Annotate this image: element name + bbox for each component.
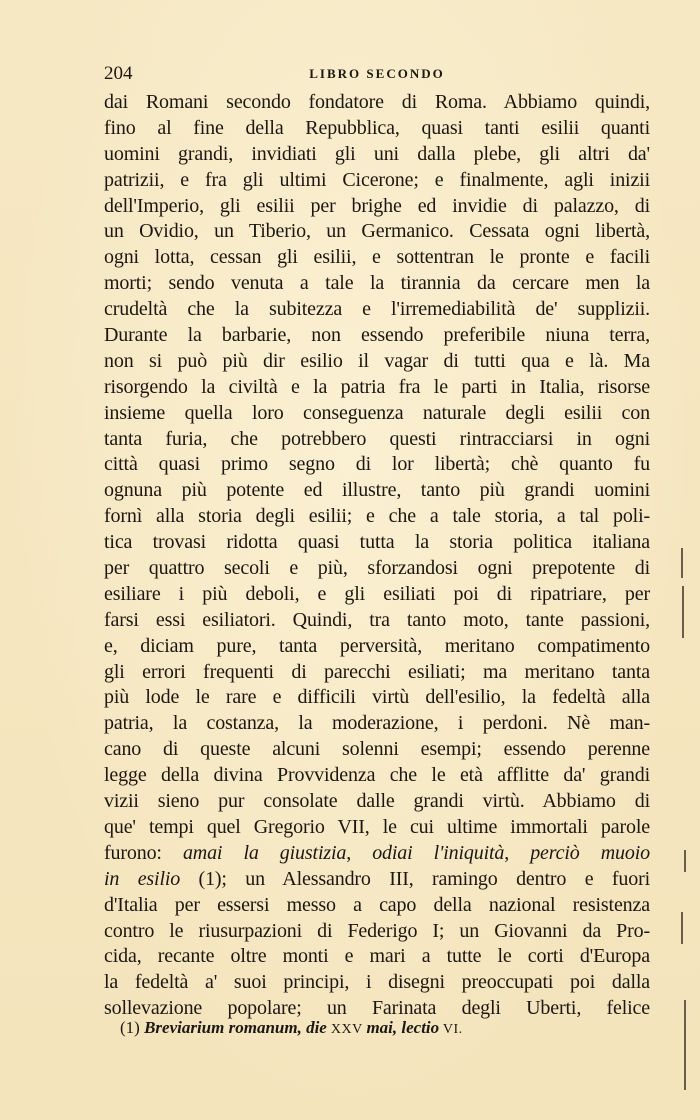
text-line: per quattro secoli e più, sforzandosi ogni prepotente di (104, 557, 650, 580)
page-header (104, 60, 650, 88)
text-line: la fedeltà a' suoi principi, i disegni preoccupati poi dalla (104, 971, 650, 994)
footnote-lesson-numeral: VI. (439, 1022, 463, 1037)
italic-quote: odiai l'iniquità (372, 841, 505, 864)
text-line: sollevazione popolare; un Farinata degli Uberti, felice (104, 997, 650, 1020)
text-line: legge della divina Provvidenza che le età afflitte da' grandi (104, 764, 650, 787)
footnote-day-numeral: XXV (326, 1022, 367, 1037)
text-line: fornì alla storia degli esilii; e che a tale storia, a tal poli- (104, 505, 650, 528)
text-line: ognuna più potente ed illustre, tanto più grandi uomini (104, 479, 650, 502)
text-line: insieme quella loro conseguenza naturale degli esilii con (104, 401, 650, 424)
text-run-with-footnote-ref: (1); un Alessandro III, ramingo dentro e fuori (180, 867, 650, 890)
main-text (104, 90, 650, 1022)
footnote-source-title: Breviarium romanum, die (144, 1018, 327, 1037)
italic-quote: in esilio (104, 867, 181, 890)
text-line: e, diciam pure, tanta perversità, meritano compatimento (104, 634, 650, 657)
text-line: dell'Imperio, gli esilii per brighe ed invidie di palazzo, di (104, 194, 650, 217)
text-run: , (346, 841, 373, 864)
text-run: furono: (104, 841, 183, 864)
running-title: LIBRO SECONDO (309, 66, 445, 81)
page-number: 204 (104, 63, 133, 84)
text-line: esiliare i più deboli, e gli esiliati poi di ripatriare, per (104, 582, 650, 605)
text-line: più lode le rare e difficili virtù dell'esilio, la fedeltà alla (104, 686, 650, 709)
italic-quote: amai la giustizia (182, 841, 347, 864)
text-line: que' tempi quel Gregorio VII, le cui ultime immortali parole (104, 815, 650, 838)
text-line: uomini grandi, invidiati gli uni dalla plebe, gli altri da' (104, 142, 650, 165)
text-line: gli errori frequenti di parecchi esiliati; ma meritano tanta (104, 660, 650, 683)
scan-edge-mark (684, 1000, 686, 1090)
text-line: contro le riusurpazioni di Federigo I; un Giovanni da Pro- (104, 919, 650, 942)
text-line: cida, recante oltre monti e mari a tutte le corti d'Europa (104, 945, 650, 968)
text-line: non si può più dir esilio il vagar di tutti qua e là. Ma (104, 349, 650, 372)
scan-edge-mark (681, 548, 683, 578)
italic-quote: perciò muoio (530, 841, 650, 864)
text-line-quote (104, 841, 650, 867)
text-line: dai Romani secondo fondatore di Roma. Abbiamo quindi, (104, 91, 650, 113)
text-line: crudeltà che la subitezza e l'irremediabilità de' supplizii. (104, 298, 650, 321)
scan-edge-mark (681, 912, 683, 944)
text-line: d'Italia per essersi messo a capo della nazional resistenza (104, 893, 650, 916)
text-line: tanta furia, che potrebbero questi rintracciarsi in ogni (104, 427, 650, 450)
footnote-month: mai, lectio (366, 1018, 440, 1037)
text-line: risorgendo la civiltà e la patria fra le parti in Italia, risorse (104, 375, 650, 398)
text-line: patria, la costanza, la moderazione, i perdoni. Nè man- (104, 712, 650, 735)
text-line: farsi essi esiliatori. Quindi, tra tanto moto, tante passioni, (104, 608, 650, 631)
text-run: , (504, 841, 531, 864)
scan-edge-mark (682, 586, 684, 638)
text-line: tica trovasi ridotta quasi tutta la storia politica italiana (104, 531, 650, 554)
text-line: patrizii, e fra gli ultimi Cicerone; e finalmente, agli inizii (104, 168, 650, 191)
text-line: fino al fine della Repubblica, quasi tanti esilii quanti (104, 116, 650, 139)
scan-edge-mark (684, 850, 686, 872)
text-line: vizii sieno pur consolate dalle grandi virtù. Abbiamo di (104, 790, 650, 813)
text-line: morti; sendo venuta a tale la tirannia da cercare men la (104, 272, 650, 295)
text-line: ogni lotta, cessan gli esilii, e sottentran le pronte e facili (104, 246, 650, 269)
text-line: città quasi primo segno di lor libertà; chè quanto fu (104, 453, 650, 476)
text-line-quote-end (104, 867, 650, 893)
footnote (120, 1016, 650, 1042)
text-line: Durante la barbarie, non essendo preferibile niuna terra, (104, 324, 650, 347)
footnote-marker: (1) (120, 1018, 145, 1037)
text-line: un Ovidio, un Tiberio, un Germanico. Cessata ogni libertà, (104, 220, 650, 243)
text-line: cano di queste alcuni solenni esempi; essendo perenne (104, 738, 650, 761)
